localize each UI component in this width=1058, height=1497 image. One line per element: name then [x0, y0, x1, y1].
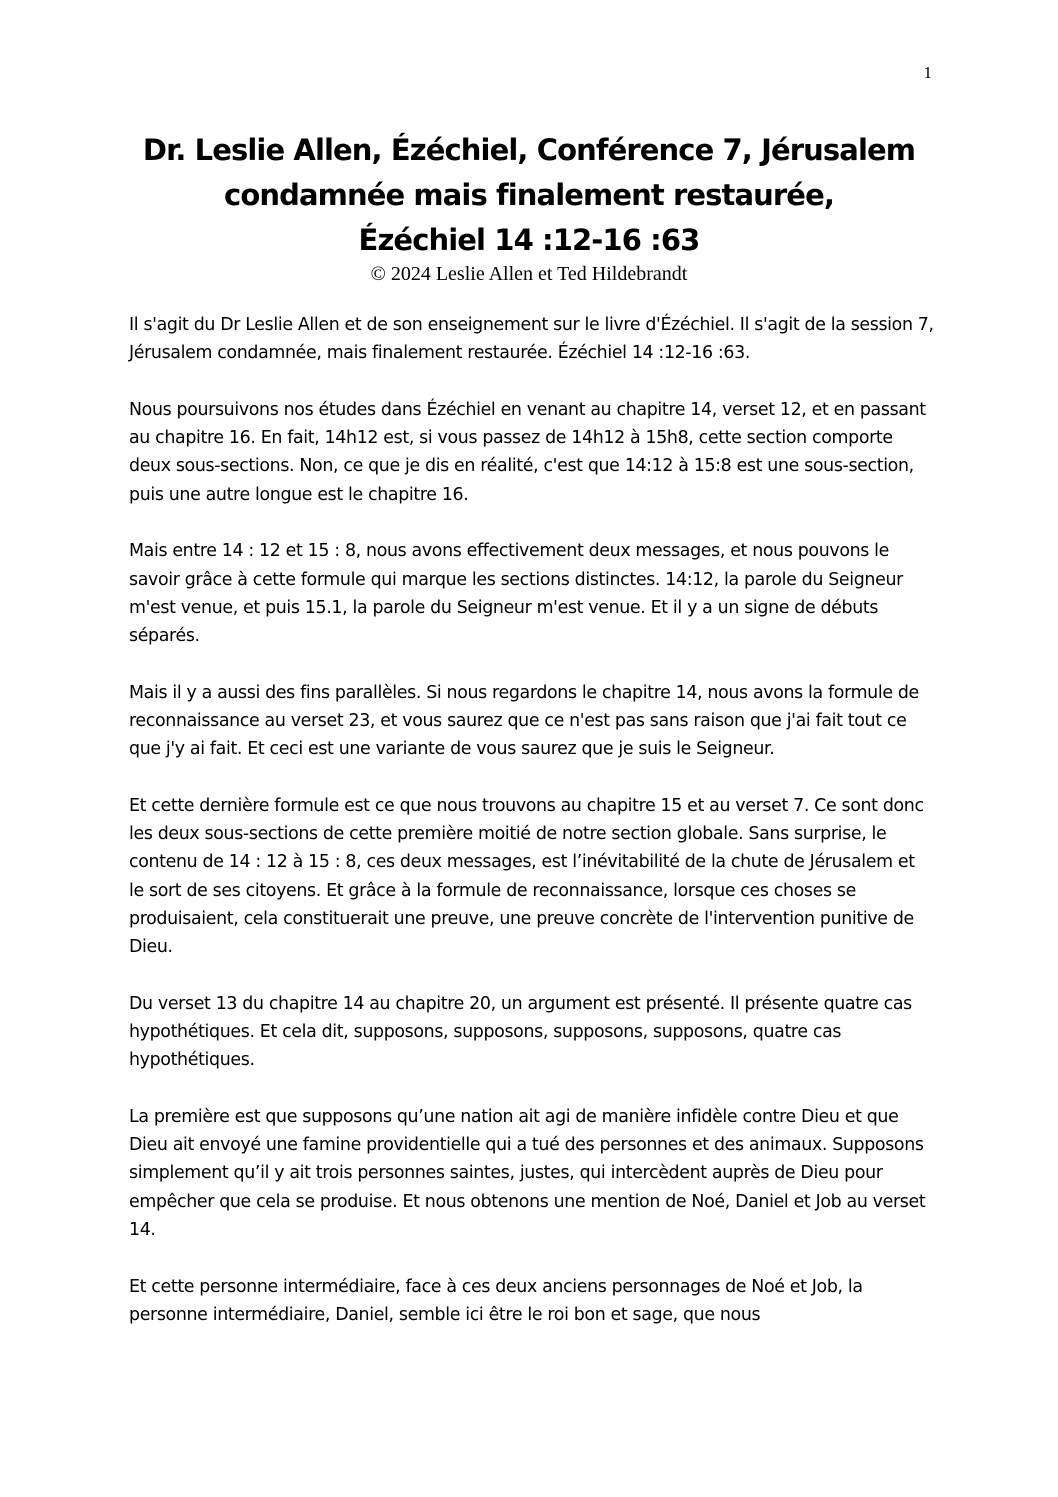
body-text [129, 311, 934, 1329]
copyright-notice: © 2024 Leslie Allen et Ted Hildebrandt [370, 263, 688, 285]
title-line-1: Dr. Leslie Allen, Ézéchiel, Conférence 7, Jérusalem [142, 133, 916, 167]
paragraph-5: Et cette dernière formule est ce que nous trouvons au chapitre 15 et au verset 7. Ce sont donc les deux sous-sections de cette première moitié de notre section globale. Sans surprise, le contenu de 14 : 12 à 15 : 8, ces deux messages, est l’inévitabilité de la chute de Jérusalem et le sort de ses citoyens. Et grâce à la formule de reconnaissance, lorsque ces choses se produisaient, cela constituerait une preuve, une preuve concrète de l'intervention punitive de Dieu. [129, 796, 924, 958]
page-number: 1 [923, 63, 932, 82]
paragraph-4: Mais il y a aussi des fins parallèles. Si nous regardons le chapitre 14, nous avons la formule de reconnaissance au verset 23, et vous saurez que ce n'est pas sans raison que j'ai fait tout ce que j'y ai fait. Et ceci est une variante de vous saurez que je suis le Seigneur. [129, 682, 919, 760]
title-block [120, 128, 938, 287]
paragraph-6: Du verset 13 du chapitre 14 au chapitre 20, un argument est présenté. Il présente quatre cas hypothétiques. Et cela dit, supposons, supposons, supposons, supposons, quatre cas hypothétiques. [129, 993, 912, 1071]
paragraph-3: Mais entre 14 : 12 et 15 : 8, nous avons effectivement deux messages, et nous pouvons le savoir grâce à cette formule qui marque les sections distinctes. 14:12, la parole du Seigneur m'est venue, et puis 15.1, la parole du Seigneur m'est venue. Et il y a un signe de débuts séparés. [129, 541, 903, 647]
title-line-3: Ézéchiel 14 :12-16 :63 [358, 223, 700, 257]
paragraph-8: Et cette personne intermédiaire, face à ces deux anciens personnages de Noé et Job, la personne intermédiaire, Daniel, semble ici être le roi bon et sage, que nous [129, 1276, 863, 1325]
title-line-2: condamnée mais finalement restaurée, [224, 178, 834, 212]
paragraph-2: Nous poursuivons nos études dans Ézéchiel en venant au chapitre 14, verset 12, et en passant au chapitre 16. En fait, 14h12 est, si vous passez de 14h12 à 15h8, cette section comporte deux sous-sections. Non, ce que je dis en réalité, c'est que 14:12 à 15:8 est une sous-section, puis une autre longue est le chapitre 16. [129, 400, 926, 505]
paragraph-1: Il s'agit du Dr Leslie Allen et de son enseignement sur le livre d'Ézéchiel. Il s'agit de la session 7, Jérusalem condamnée, mais finalement restaurée. Ézéchiel 14 :12-16 :63. [129, 315, 934, 364]
paragraph-7: La première est que supposons qu’une nation ait agi de manière infidèle contre Dieu et que Dieu ait envoyé une famine providentielle qui a tué des personnes et des animaux. Supposons simplement qu’il y ait trois personnes saintes, justes, qui intercèdent auprès de Dieu pour empêcher que cela se produise. Et nous obtenons une mention de Noé, Daniel et Job au verset 14. [129, 1107, 926, 1240]
